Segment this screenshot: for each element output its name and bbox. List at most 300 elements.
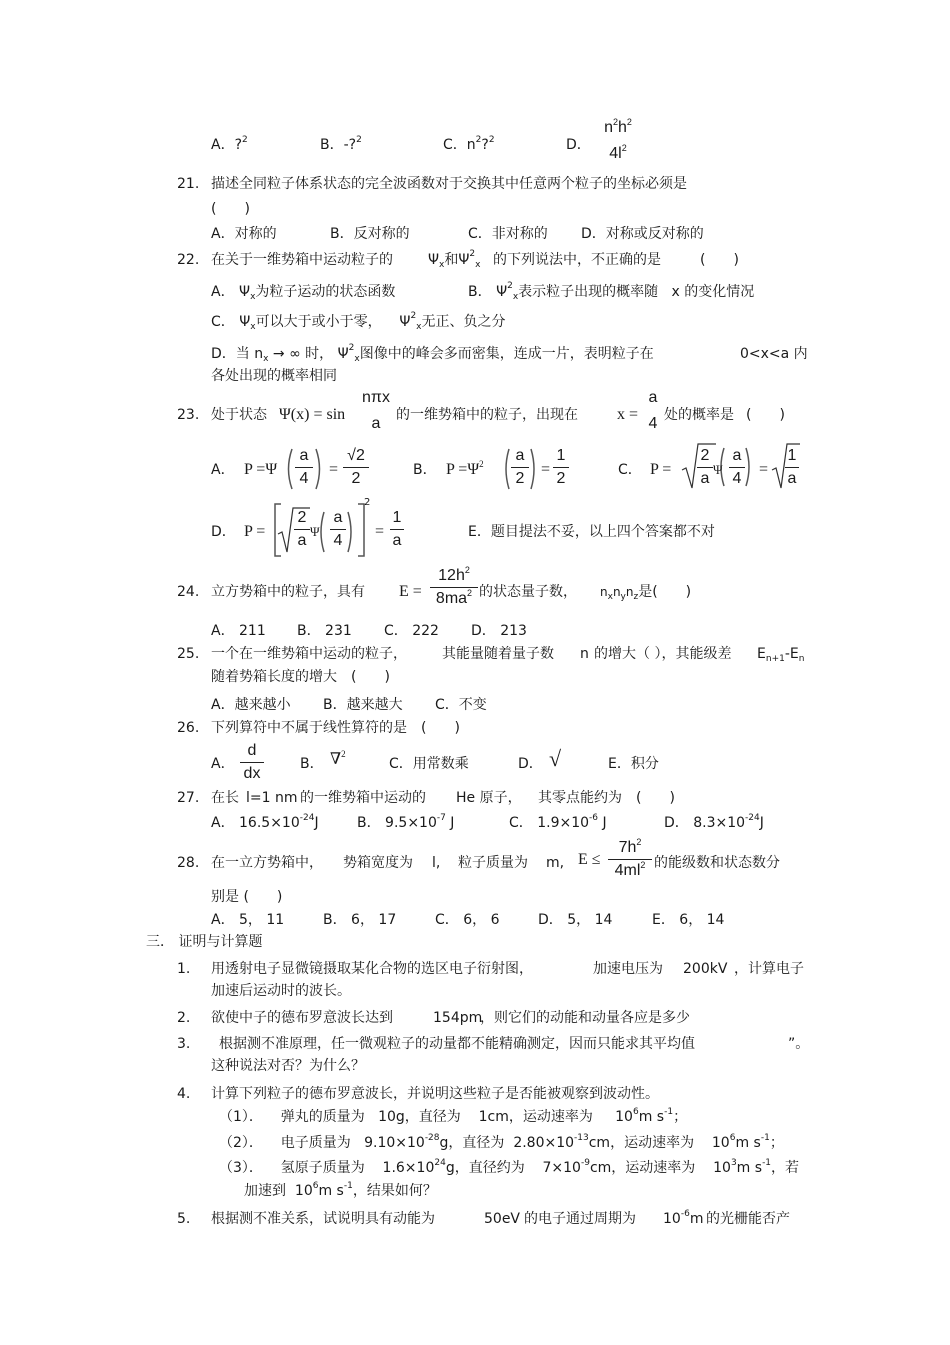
superscript: 6 xyxy=(729,1133,736,1143)
q28-l: l, xyxy=(432,855,441,871)
option-text: A． 16.5×10 xyxy=(211,815,300,831)
q23-option-d-eq: = xyxy=(375,523,385,540)
option-label: C． xyxy=(211,314,235,330)
psi-symbol: Ψ xyxy=(337,346,349,362)
option-text: → ∞ 时， xyxy=(272,346,334,362)
fraction-bar xyxy=(511,467,529,468)
q23-text1: 处于状态 xyxy=(211,407,267,423)
energy-symbol: E xyxy=(757,646,766,662)
item-text: 2.80×10 xyxy=(513,1135,575,1151)
q21-number: 21. xyxy=(177,176,200,192)
denominator-text: 4ml xyxy=(614,862,641,879)
q22-option-d-line2: 各处出现的概率相同 xyxy=(211,368,337,384)
superscript: 2 xyxy=(636,837,642,847)
q25-option-b: B．越来越大 xyxy=(323,697,403,713)
item-text: ，直径为 xyxy=(404,1109,461,1125)
denominator xyxy=(608,861,652,881)
q25-text2: 其能量随着量子数 xyxy=(442,646,554,662)
subscript: x xyxy=(250,292,256,302)
p1-voltage: 200kV xyxy=(683,961,728,977)
q23-text3: 处的概率是 xyxy=(664,407,734,423)
fraction-bar xyxy=(553,467,569,468)
p1-text2: 加速电压为 xyxy=(593,961,663,977)
section3-heading: 三． 证明与计算题 xyxy=(146,934,263,950)
q23-option-b-frac1 xyxy=(511,446,529,489)
q28-option-a: A． 5， 11 xyxy=(211,912,285,928)
subscript: y xyxy=(620,592,626,602)
superscript: -1 xyxy=(343,1181,353,1191)
option-text: J xyxy=(314,815,319,831)
q23-option-d-p: P = xyxy=(244,523,266,540)
item-label: （2）． xyxy=(219,1135,263,1151)
item-text: g xyxy=(439,1135,449,1151)
option-text: 的变化情况 xyxy=(684,284,755,300)
item-text: 加速到 xyxy=(244,1183,286,1199)
option-text: 无正、负之分 xyxy=(421,314,506,330)
denominator: 4 xyxy=(299,470,309,487)
subscript: x xyxy=(439,260,445,270)
subscript: x xyxy=(263,354,269,364)
q24-number: 24. xyxy=(177,584,200,600)
numerator: √2 xyxy=(347,447,365,464)
fraction-bar xyxy=(295,467,313,468)
subscript: z xyxy=(633,592,639,602)
p5-period xyxy=(663,1210,703,1228)
superscript: 2 xyxy=(464,565,470,575)
q22-text2: 的下列说法中，不正确的是 xyxy=(493,252,661,268)
q23-option-a-eq: = xyxy=(329,461,339,478)
q27-text2: 的一维势箱中运动的 xyxy=(300,790,426,806)
item-text: m s xyxy=(736,1160,763,1176)
n-symbol: n xyxy=(600,585,608,599)
superscript: -9 xyxy=(580,1158,590,1168)
superscript: 2 xyxy=(475,135,482,145)
numerator: a xyxy=(648,389,658,406)
p-expr: P =Ψ xyxy=(446,461,480,478)
option-text: 图像中的峰会多而密集，连成一片，表明粒子在 xyxy=(359,346,654,362)
numerator xyxy=(608,838,652,858)
q28-option-b: B． 6， 17 xyxy=(323,912,397,928)
q22-psi-expr xyxy=(428,251,480,269)
energy-symbol: -E xyxy=(784,646,799,662)
q23-option-a-frac1 xyxy=(295,446,313,489)
q23-option-c-p: P = xyxy=(650,461,672,478)
q28-m: m, xyxy=(546,855,565,871)
item-text: m s xyxy=(638,1109,665,1125)
option-text: J xyxy=(759,815,764,831)
fraction-bar xyxy=(390,529,404,530)
p1-line2: 加速后运动时的波长。 xyxy=(211,983,351,999)
q21-text: 描述全同粒子体系状态的完全波函数对于交换其中任意两个粒子的坐标必须是 xyxy=(211,176,687,192)
item-text: 10 xyxy=(615,1109,633,1125)
n-symbol: n xyxy=(625,585,634,599)
numerator: 2 xyxy=(700,447,710,464)
n-symbol: n xyxy=(612,585,621,599)
p1-text1: 用透射电子显微镜摄取某化合物的选区电子衍射图， xyxy=(211,961,533,977)
q28-fraction xyxy=(608,838,652,881)
superscript: 2 xyxy=(242,135,248,145)
q23-option-c-frac1 xyxy=(729,446,745,489)
superscript: 2 xyxy=(507,281,513,291)
item-text: 10 xyxy=(294,1183,313,1199)
p3-text2: ”。 xyxy=(788,1036,810,1052)
item-text: ； xyxy=(769,1135,784,1151)
p4-text: 计算下列粒子的德布罗意波长，并说明这些粒子是否能被观察到波动性。 xyxy=(211,1086,659,1102)
q23-option-c-label: C． xyxy=(618,462,642,478)
q23-option-d-sup: 2 xyxy=(364,497,371,508)
q22-option-c xyxy=(211,313,506,331)
numerator: nπx xyxy=(362,389,390,406)
q26-option-b-nabla xyxy=(330,751,346,769)
q23-x-eq: x = xyxy=(617,406,639,423)
denominator: a xyxy=(371,415,381,432)
item-text: 1cm xyxy=(478,1109,509,1125)
option-text: 表示粒子出现的概率随 xyxy=(518,284,659,300)
numerator: 2 xyxy=(297,509,307,526)
superscript: 2 xyxy=(348,343,355,353)
q23-option-d-frac2 xyxy=(390,508,404,551)
subscript: n xyxy=(798,654,805,664)
q26-option-b-label: B． xyxy=(300,756,324,772)
q21-paren: ( ) xyxy=(211,201,250,217)
q20-option-c xyxy=(443,136,495,154)
superscript: -24 xyxy=(299,813,315,823)
q23-option-b-p xyxy=(446,461,484,479)
psi-symbol: Ψ xyxy=(239,314,251,330)
subscript: x xyxy=(250,322,256,332)
numerator: a xyxy=(333,509,343,526)
q25-text3: 的增大（ ），其能级差 xyxy=(594,646,732,662)
q25-option-c: C．不变 xyxy=(435,697,487,713)
q22-paren: ( ) xyxy=(700,252,739,268)
subscript: n+1 xyxy=(765,654,785,664)
numerator-h: h xyxy=(618,119,627,136)
psi-symbol: Ψ xyxy=(496,284,508,300)
fraction-bar xyxy=(785,467,799,468)
superscript: 6 xyxy=(312,1181,319,1191)
item-label: （1）． xyxy=(219,1109,263,1125)
item-text: m s xyxy=(318,1183,344,1199)
q23-option-d-psi: Ψ xyxy=(310,524,320,539)
period-text: m xyxy=(689,1211,704,1227)
option-text: A．? xyxy=(211,137,243,153)
psi-symbol: Ψ xyxy=(239,284,251,300)
q24-option-c: C． 222 xyxy=(384,623,439,639)
denominator: a xyxy=(297,532,307,549)
superscript: 24 xyxy=(434,1158,446,1168)
item-text: 9.10×10 xyxy=(364,1135,425,1151)
item-text: ，运动速率为 xyxy=(610,1135,695,1151)
option-text: 是( ) xyxy=(638,584,692,600)
superscript: -6 xyxy=(680,1209,690,1219)
q25-text1: 一个在一维势箱中运动的粒子， xyxy=(211,646,407,662)
denominator: dx xyxy=(243,765,261,782)
q28-text4: 的能级数和状态数分 xyxy=(654,855,780,871)
q26-option-d-sqrt: √ xyxy=(549,746,562,771)
q28-e-le: E ≤ xyxy=(578,851,601,868)
item-text: g xyxy=(445,1160,455,1176)
item-text: ； xyxy=(673,1109,688,1125)
q23-option-a-p: P =Ψ xyxy=(244,461,278,478)
denominator: 4 xyxy=(333,532,343,549)
q20-option-d-fraction xyxy=(596,118,640,164)
p4-item3-line2 xyxy=(244,1182,437,1200)
option-text: 可以大于或小于零， xyxy=(255,314,382,330)
q22-option-b xyxy=(468,283,754,301)
q24-e-eq: E = xyxy=(399,583,422,600)
q23-option-b-label: B． xyxy=(413,462,437,478)
q23-option-c-psi: Ψ xyxy=(713,462,723,477)
item-text: 10g xyxy=(378,1109,405,1125)
q23-psi-expr: Ψ(x) = sin xyxy=(279,406,346,423)
q23-option-d-frac1 xyxy=(330,508,346,551)
superscript: 2 xyxy=(469,249,476,259)
q22-option-a xyxy=(211,283,395,301)
fraction-bar xyxy=(608,859,652,860)
q27-number: 27. xyxy=(177,790,200,806)
q23-option-c-eq: = xyxy=(759,461,769,478)
denominator-text: 4l xyxy=(609,145,622,162)
q27-option-c xyxy=(509,814,607,832)
q28-option-e: E． 6， 14 xyxy=(652,912,725,928)
item-text: 1.6×10 xyxy=(382,1160,435,1176)
option-text: C． 1.9×10 xyxy=(509,815,590,831)
superscript: 2 xyxy=(410,311,417,321)
psi-symbol: 和Ψ xyxy=(444,252,470,268)
p1-number: 1. xyxy=(177,961,191,977)
option-text: D． 8.3×10 xyxy=(664,815,746,831)
q26-option-c: C．用常数乘 xyxy=(389,756,469,772)
denominator xyxy=(430,589,478,609)
superscript: -1 xyxy=(760,1133,770,1143)
q27-option-d xyxy=(664,814,764,832)
option-text: n xyxy=(254,346,264,362)
p4-item1 xyxy=(219,1108,687,1126)
option-text: J xyxy=(445,815,455,831)
numerator xyxy=(430,566,478,586)
option-text: B． 9.5×10 xyxy=(357,815,437,831)
option-text: B．-? xyxy=(320,137,357,153)
p4-number: 4. xyxy=(177,1086,191,1102)
q23-option-a-frac2 xyxy=(343,446,369,489)
q24-fraction xyxy=(430,566,478,609)
item-text: 电子质量为 xyxy=(280,1135,351,1151)
denominator: a xyxy=(392,532,402,549)
item-text: m s xyxy=(735,1135,761,1151)
subscript: x xyxy=(354,354,360,364)
q28-text3: 粒子质量为 xyxy=(458,855,528,871)
denominator xyxy=(596,144,640,164)
item-text: ，运动速率为 xyxy=(611,1160,696,1176)
superscript: -7 xyxy=(436,813,446,823)
numerator: d xyxy=(247,742,257,759)
q23-option-b-frac2 xyxy=(553,446,569,489)
superscript: -6 xyxy=(589,813,599,823)
q20-option-a xyxy=(211,136,248,154)
q28-option-d: D． 5， 14 xyxy=(538,912,613,928)
q23-text2: 的一维势箱中的粒子，出现在 xyxy=(396,407,578,423)
q26-text: 下列算符中不属于线性算符的是 ( ) xyxy=(211,720,460,736)
q27-text3: 其零点能约为 ( ) xyxy=(538,790,675,806)
superscript: 2 xyxy=(467,588,473,598)
item-text: cm xyxy=(588,1135,611,1151)
q20-option-b xyxy=(320,136,362,154)
q27-he: He 原子， xyxy=(456,790,522,806)
superscript: 6 xyxy=(632,1107,639,1117)
q24-text1: 立方势箱中的粒子，具有 xyxy=(211,584,365,600)
option-text: x xyxy=(671,284,680,300)
q23-option-c-frac2 xyxy=(785,446,799,489)
q23-option-d-label: D． xyxy=(211,524,236,540)
q23-option-d-root-frac xyxy=(294,508,310,551)
numerator xyxy=(596,118,640,138)
fraction-bar xyxy=(729,467,745,468)
psi-symbol: Ψ xyxy=(428,252,440,268)
denominator: 4 xyxy=(732,470,742,487)
q23-option-b-eq: = xyxy=(541,461,551,478)
superscript: 2 xyxy=(612,117,618,127)
q23-option-e: E．题目提法不妥，以上四个答案都不对 xyxy=(468,524,715,540)
q20-option-d-label: D． xyxy=(566,137,591,153)
p5-text3: 的光栅能否产 xyxy=(706,1211,790,1227)
numerator-text: 12h xyxy=(438,567,465,584)
p2-text1: 欲使中子的德布罗意波长达到 xyxy=(211,1010,393,1026)
p5-text2: 的电子通过周期为 xyxy=(524,1211,636,1227)
option-label: D．当 xyxy=(211,346,250,362)
item-label: （3）． xyxy=(219,1160,263,1176)
q25-option-a: A．越来越小 xyxy=(211,697,291,713)
item-text: ，运动速率为 xyxy=(508,1109,593,1125)
item-text: cm xyxy=(589,1160,612,1176)
q22-option-d xyxy=(211,345,654,363)
p4-item3 xyxy=(219,1159,799,1177)
numerator: 1 xyxy=(556,447,566,464)
numerator-text: 7h xyxy=(618,839,637,856)
subscript: x xyxy=(607,592,613,602)
item-text: ，若 xyxy=(771,1160,800,1176)
option-text: ? xyxy=(481,137,489,153)
item-text: 氢原子质量为 xyxy=(280,1160,365,1176)
option-label: B． xyxy=(468,284,492,300)
fraction-bar xyxy=(330,529,346,530)
option-text: J xyxy=(598,815,607,831)
q24-option-b: B． 231 xyxy=(297,623,352,639)
superscript: -1 xyxy=(762,1158,772,1168)
q23-x-fraction xyxy=(645,388,661,434)
q21-option-d: D．对称或反对称的 xyxy=(581,226,704,242)
p5-energy: 50eV xyxy=(484,1211,521,1227)
superscript: -28 xyxy=(424,1133,440,1143)
item-text: 7×10 xyxy=(542,1160,581,1176)
q21-option-c: C．非对称的 xyxy=(468,226,548,242)
superscript: 2 xyxy=(479,459,484,469)
p3-number: 3. xyxy=(177,1036,191,1052)
q24-option-d: D． 213 xyxy=(471,623,527,639)
q26-option-a-label: A． xyxy=(211,756,235,772)
item-text: 10 xyxy=(713,1160,731,1176)
subscript: x xyxy=(416,322,422,332)
option-text: 为粒子运动的状态函数 xyxy=(255,284,396,300)
denominator: 2 xyxy=(515,470,525,487)
superscript: 2 xyxy=(640,860,646,870)
q24-option-a: A． 211 xyxy=(211,623,266,639)
superscript: 2 xyxy=(488,135,495,145)
option-label: A． xyxy=(211,284,235,300)
q28-text1: 在一立方势箱中， xyxy=(211,855,323,871)
q21-option-b: B．反对称的 xyxy=(330,226,410,242)
denominator: 2 xyxy=(556,470,566,487)
period-text: 10 xyxy=(663,1211,681,1227)
q25-energy-diff xyxy=(757,645,804,663)
denominator: a xyxy=(787,470,797,487)
denominator: a xyxy=(700,470,710,487)
q27-option-a xyxy=(211,814,319,832)
q28-number: 28. xyxy=(177,855,200,871)
q25-number: 25. xyxy=(177,646,200,662)
superscript: 2 xyxy=(626,117,632,127)
p2-value: 154pm xyxy=(433,1010,483,1026)
q23-option-c-root-frac xyxy=(697,446,713,489)
option-text: C．n xyxy=(443,137,476,153)
q28-option-c: C． 6， 6 xyxy=(435,912,500,928)
q27-length: l=1 nm xyxy=(246,790,298,806)
q26-option-e: E．积分 xyxy=(608,756,659,772)
q28-text2: 势箱宽度为 xyxy=(343,855,413,871)
q27-text1: 在长 xyxy=(211,790,239,806)
denominator-text: 8ma xyxy=(435,590,468,607)
item-text: ，结果如何？ xyxy=(352,1183,437,1199)
numerator: a xyxy=(732,447,742,464)
p2-number: 2. xyxy=(177,1010,191,1026)
superscript: 3 xyxy=(730,1158,737,1168)
superscript: -13 xyxy=(574,1133,589,1143)
numerator: a xyxy=(515,447,525,464)
q23-number: 23. xyxy=(177,407,200,423)
p3-text1: 根据测不准原理，任一微观粒子的动量都不能精确测定，因而只能求其平均值 xyxy=(219,1036,695,1052)
q22-text1: 在关于一维势箱中运动粒子的 xyxy=(211,252,393,268)
fraction-bar xyxy=(697,467,713,468)
q21-option-a: A．对称的 xyxy=(211,226,277,242)
q22-option-d-range: 0<x<a 内 xyxy=(740,346,808,362)
denominator: 2 xyxy=(351,470,361,487)
q23-paren: ( ) xyxy=(746,407,785,423)
p3-line2: 这种说法对否？为什么？ xyxy=(211,1058,365,1074)
p5-text1: 根据测不准关系，试说明具有动能为 xyxy=(211,1211,435,1227)
p2-text2: ，则它们的动能和动量各应是多少 xyxy=(480,1010,690,1026)
q24-text2: 的状态量子数， xyxy=(479,584,577,600)
numerator-n: n xyxy=(604,119,613,136)
q22-number: 22. xyxy=(177,252,200,268)
q25-n: n xyxy=(580,646,589,662)
nabla-symbol: ∇ xyxy=(330,751,342,768)
q26-number: 26. xyxy=(177,720,200,736)
p4-item2 xyxy=(219,1134,784,1152)
item-text: ，直径约为 xyxy=(454,1160,525,1176)
superscript: 2 xyxy=(341,749,346,759)
superscript: 2 xyxy=(621,143,627,153)
subscript: x xyxy=(512,292,519,302)
superscript: -24 xyxy=(745,813,760,823)
fraction-bar xyxy=(294,529,310,530)
psi-symbol: Ψ xyxy=(399,314,411,330)
q28-line2: 别是 ( ) xyxy=(211,889,283,905)
p5-number: 5. xyxy=(177,1211,191,1227)
denominator: 4 xyxy=(648,415,658,432)
q26-option-a-fraction xyxy=(240,741,264,784)
item-text: 10 xyxy=(711,1135,730,1151)
q23-sin-fraction xyxy=(360,388,392,434)
q26-option-d-label: D． xyxy=(518,756,543,772)
